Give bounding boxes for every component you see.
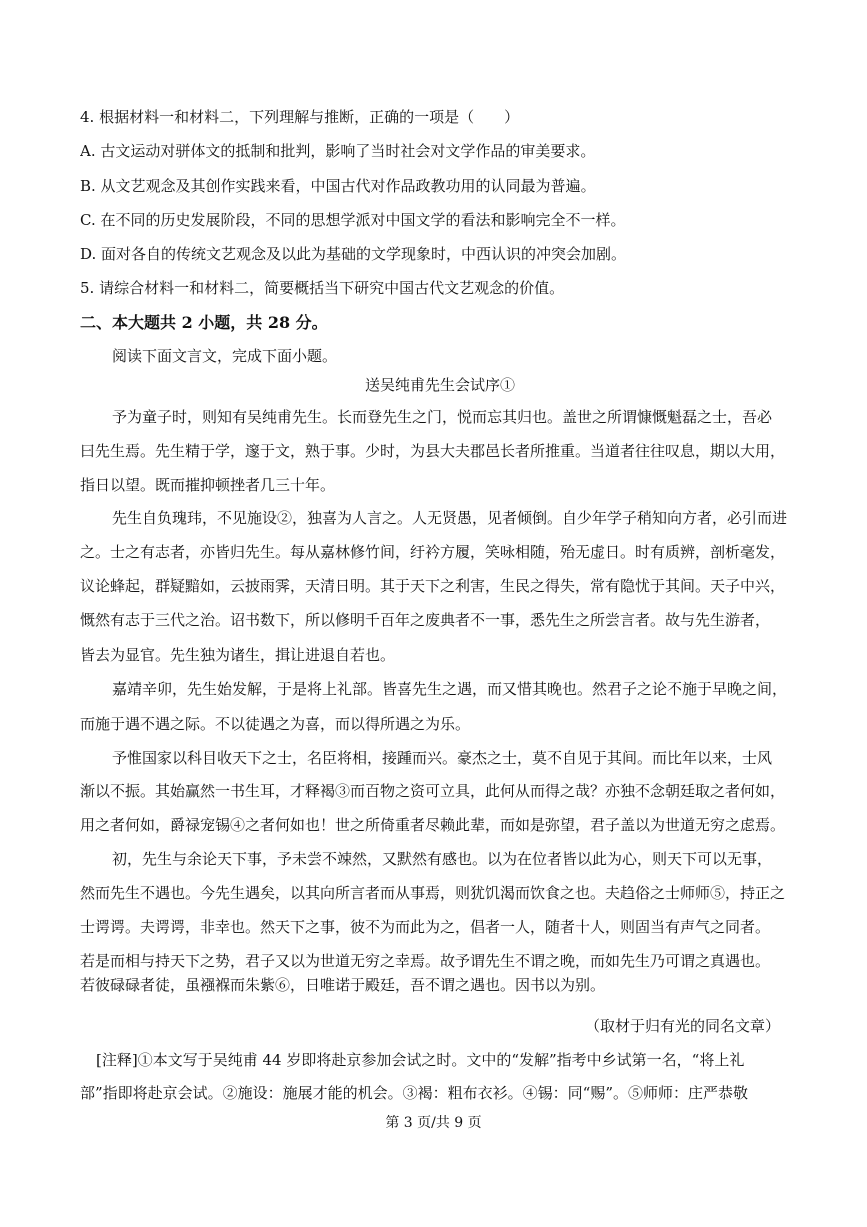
passage-line: 渐以不振。其始赢然一书生耳，才释褐③而百物之资可立具，此何从而得之哉？亦独不念朝廷取之者何如， xyxy=(80,782,786,800)
option-b: B. 从文艺观念及其创作实践来看，中国古代对作品政教功用的认同最为普遍。 xyxy=(80,177,596,195)
passage-line: 用之者何如，爵禄宠锡④之者何如也！世之所倚重者尽赖此辈，而如是弥望，君子盖以为世道无穷之虑焉。 xyxy=(80,816,786,834)
page-footer: 第 3 页/共 9 页 xyxy=(385,1115,482,1131)
passage-line: 若是而相与持天下之势，君子又以为世道无穷之幸焉。故予谓先生不谓之晚，而如先生乃可谓之真遇也。 xyxy=(80,952,771,970)
option-c: C. 在不同的历史发展阶段，不同的思想学派对中国文学的看法和影响完全不一样。 xyxy=(80,211,626,229)
passage-line: 士谔谔。夫谔谔，非幸也。然天下之事，彼不为而此为之，倡者一人，随者十人，则固当有声气之同者。 xyxy=(80,918,771,936)
question-5: 5. 请综合材料一和材料二，简要概括当下研究中国古代文艺观念的价值。 xyxy=(80,279,565,297)
passage-title: 送吴纯甫先生会试序① xyxy=(364,376,515,394)
passage-line: 慨然有志于三代之治。诏书数下，所以修明千百年之废典者不一事，悉先生之所尝言者。故与先生游者， xyxy=(80,611,771,629)
section-intro: 阅读下面文言文，完成下面小题。 xyxy=(112,347,338,365)
question-4: 4. 根据材料一和材料二，下列理解与推断，正确的一项是（ ） xyxy=(80,108,520,126)
passage-line: 初，先生与余论天下事，予未尝不竦然，又默然有感也。以为在位者皆以此为心，则天下可以无事， xyxy=(112,850,773,868)
passage-line: 指日以望。既而摧抑顿挫者几三十年。 xyxy=(80,476,336,494)
passage-line: 予为童子时，则知有吴纯甫先生。长而登先生之门，悦而忘其归也。盖世之所谓慷慨魁磊之士，吾必 xyxy=(112,408,773,426)
source-note: （取材于归有光的同名文章） xyxy=(584,1017,780,1035)
section-heading: 二、本大题共 2 小题，共 28 分。 xyxy=(80,313,328,332)
passage-line: 曰先生焉。先生精于学，邃于文，熟于事。少时，为县大夫郡邑长者所推重。当道者往往叹息，期以大用， xyxy=(80,442,786,460)
annotation-line: 部”指即将赴京会试。②施设：施展才能的机会。③褐：粗布衣衫。④锡：同“赐”。⑤师师：庄严恭敬 xyxy=(80,1084,749,1102)
passage-line: 若彼碌碌者徒，虽襁褓而朱紫⑥，日唯诺于殿廷，吾不谓之遇也。因书以为别。 xyxy=(80,976,606,994)
passage-line: 嘉靖辛卯，先生始发解，于是将上礼部。皆喜先生之遇，而又惜其晚也。然君子之论不施于早晚之间， xyxy=(112,680,788,698)
passage-line: 先生自负瑰玮，不见施设②，独喜为人言之。人无贤愚，见者倾倒。自少年学子稍知向方者，必引而进 xyxy=(112,509,788,527)
option-d: D. 面对各自的传统文艺观念及以此为基础的文学现象时，中西认识的冲突会加剧。 xyxy=(80,245,627,263)
passage-line: 之。士之有志者，亦皆归先生。每从嘉林修竹间，纡衿方履，笑咏相随，殆无虚日。时有质辨，剖析毫发， xyxy=(80,543,786,561)
option-a: A. 古文运动对骈体文的抵制和批判，影响了当时社会对文学作品的审美要求。 xyxy=(80,142,596,160)
passage-line: 然而先生不遇也。今先生遇矣，以其向所言者而从事焉，则犹饥渴而饮食之也。夫趋俗之士师师⑤，持正之 xyxy=(80,884,786,902)
passage-line: 予惟国家以科目收天下之士，名臣将相，接踵而兴。豪杰之士，莫不自见于其间。而比年以来，士风 xyxy=(112,749,773,767)
annotation-line: [注释]①本文写于吴纯甫 44 岁即将赴京参加会试之时。文中的“发解”指考中乡试第一名，“将上礼 xyxy=(96,1051,745,1069)
passage-line: 皆去为显官。先生独为诸生，揖让进退自若也。 xyxy=(80,646,396,664)
passage-line: 议论蜂起，群疑黯如，云披雨霁，天清日明。其于天下之利害，生民之得失，常有隐忧于其间。天子中兴， xyxy=(80,577,786,595)
passage-line: 而施于遇不遇之际。不以徒遇之为喜，而以得所遇之为乐。 xyxy=(80,715,471,733)
